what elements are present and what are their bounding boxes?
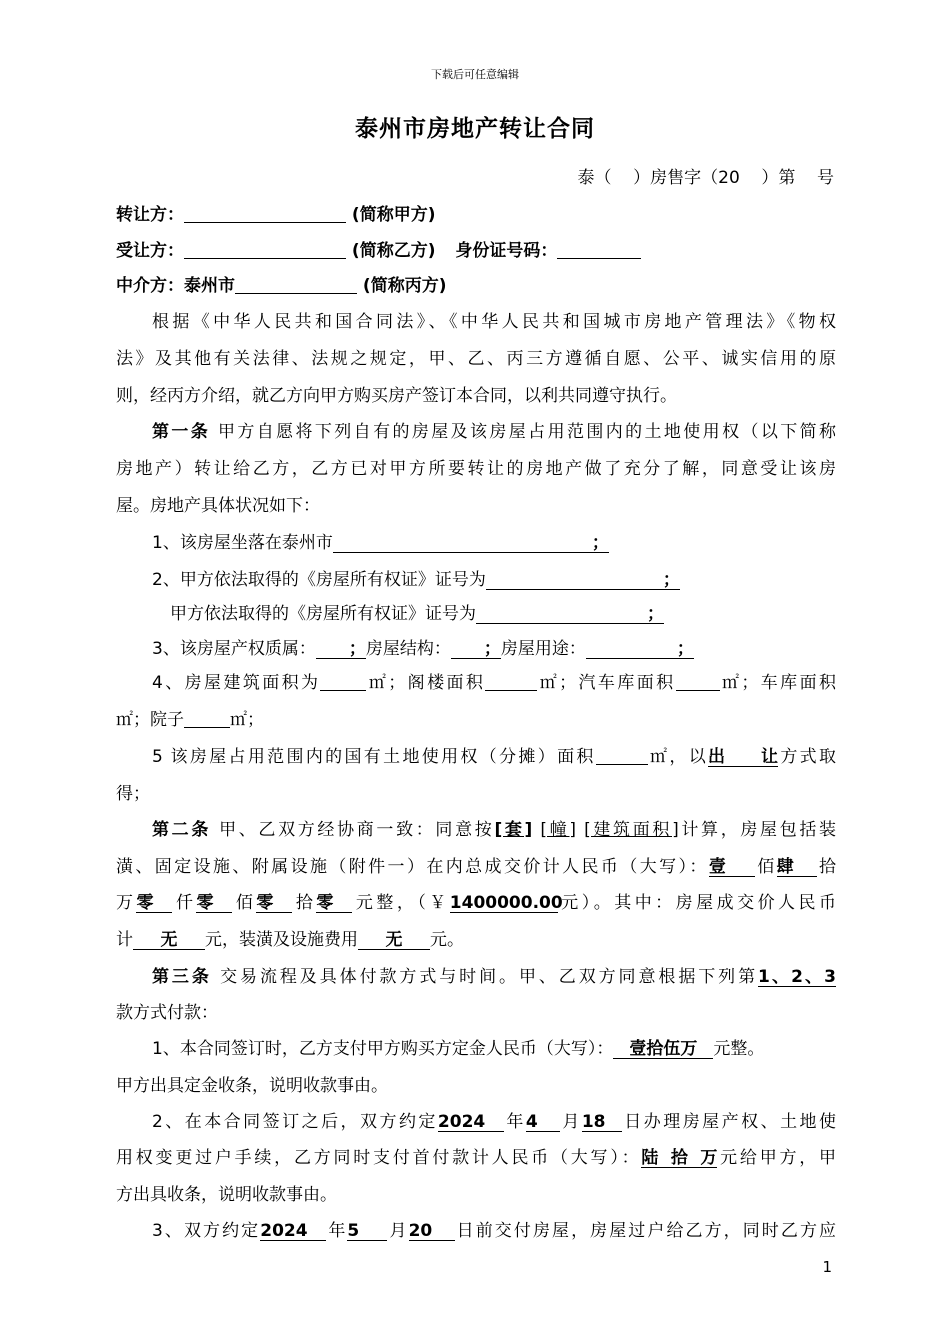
item-5-land-cont: 得； bbox=[116, 784, 150, 804]
contract-title: 泰州市房地产转让合同 bbox=[355, 116, 595, 142]
art1-line-3: 屋。房地产具体状况如下： bbox=[116, 496, 320, 516]
item-5-land: 5 该房屋占用范围内的国有土地使用权（分摊）面积 ㎡，以出让方式取 bbox=[152, 747, 837, 767]
item-2-certificate: 2、甲方依法取得的《房屋所有权证》证号为 ； bbox=[152, 570, 680, 590]
payment-3-line-1: 3、双方约定2024 年5 月20 日前交付房屋，房屋过户给乙方，同时乙方应 bbox=[152, 1221, 837, 1241]
document-number: 泰（ ）房售字（20 ）第 号 bbox=[577, 168, 834, 188]
item-4-area: 4、房屋建筑面积为 ㎡；阁楼面积 ㎡；汽车库面积 ㎡；车库面积 bbox=[152, 673, 836, 693]
item-1-location: 1、该房屋坐落在泰州市 ； bbox=[152, 533, 609, 553]
transferee-blank bbox=[184, 242, 346, 259]
payment-2-line-3: 方出具收条，说明收款事由。 bbox=[116, 1185, 337, 1205]
item-4-area-cont: ㎡；院子 ㎡； bbox=[116, 710, 264, 730]
art3-line-1: 第三条 交易流程及具体付款方式与时间。甲、乙双方同意根据下列第1、2、3 bbox=[152, 967, 837, 987]
payment-1-line-2: 甲方出具定金收条，说明收款事由。 bbox=[116, 1076, 388, 1096]
intro-line-2: 法》及其他有关法律、法规之规定，甲、乙、丙三方遵循自愿、公平、诚实信用的原 bbox=[116, 349, 836, 369]
payment-1-line-1: 1、本合同签订时，乙方支付甲方购买方定金人民币（大写）： 壹拾伍万 元整。 bbox=[152, 1039, 765, 1059]
transferor-blank bbox=[184, 206, 346, 223]
intro-line-1: 根据《中华人民共和国合同法》、《中华人民共和国城市房地产管理法》《物权 bbox=[152, 312, 836, 332]
item-3-property: 3、该房屋产权质属： ；房屋结构： ；房屋用途： ； bbox=[152, 639, 694, 659]
id-number-blank bbox=[557, 242, 641, 259]
art1-line-2: 房地产）转让给乙方，乙方已对甲方所要转让的房地产做了充分了解，同意受让该房 bbox=[116, 459, 836, 479]
art2-line-4: 计 无 元，装潢及设施费用 无 元。 bbox=[116, 930, 464, 950]
art2-line-1: 第二条 甲、乙双方经协商一致：同意按[套] [幢] [建筑面积]计算，房屋包括装 bbox=[152, 820, 837, 840]
transferee-line: 受让方： (简称乙方) 身份证号码： bbox=[116, 236, 836, 261]
header-note: 下载后可任意编辑 bbox=[431, 68, 519, 81]
art1-line-1: 第一条 甲方自愿将下列自有的房屋及该房屋占用范围内的土地使用权（以下简称 bbox=[152, 422, 837, 442]
payment-2-line-2: 用权变更过户手续，乙方同时支付首付款计人民币（大写）：陆拾万元给甲方，甲 bbox=[116, 1148, 837, 1168]
art2-line-2: 潢、固定设施、附属设施（附件一）在内总成交价计人民币（大写）：壹 佰肆 拾 bbox=[116, 857, 837, 877]
agent-line: 中介方：泰州市 (简称丙方) bbox=[116, 276, 447, 296]
item-2b-certificate: 甲方依法取得的《房屋所有权证》证号为 ； bbox=[170, 604, 664, 624]
payment-2-line-1: 2、在本合同签订之后，双方约定2024 年4 月18 日办理房屋产权、土地使 bbox=[152, 1112, 837, 1132]
agent-blank bbox=[235, 277, 357, 294]
art3-line-2: 款方式付款： bbox=[116, 1003, 218, 1023]
transferor-line: 转让方： (简称甲方) bbox=[116, 205, 436, 225]
page-number: 1 bbox=[822, 1258, 832, 1276]
art2-line-3: 万零 仟零 佰零 拾零 元整，（￥1400000.00元）。其中：房屋成交价人民币 bbox=[116, 893, 837, 913]
intro-line-3: 则，经丙方介绍，就乙方向甲方购买房产签订本合同，以利共同遵守执行。 bbox=[116, 386, 677, 406]
